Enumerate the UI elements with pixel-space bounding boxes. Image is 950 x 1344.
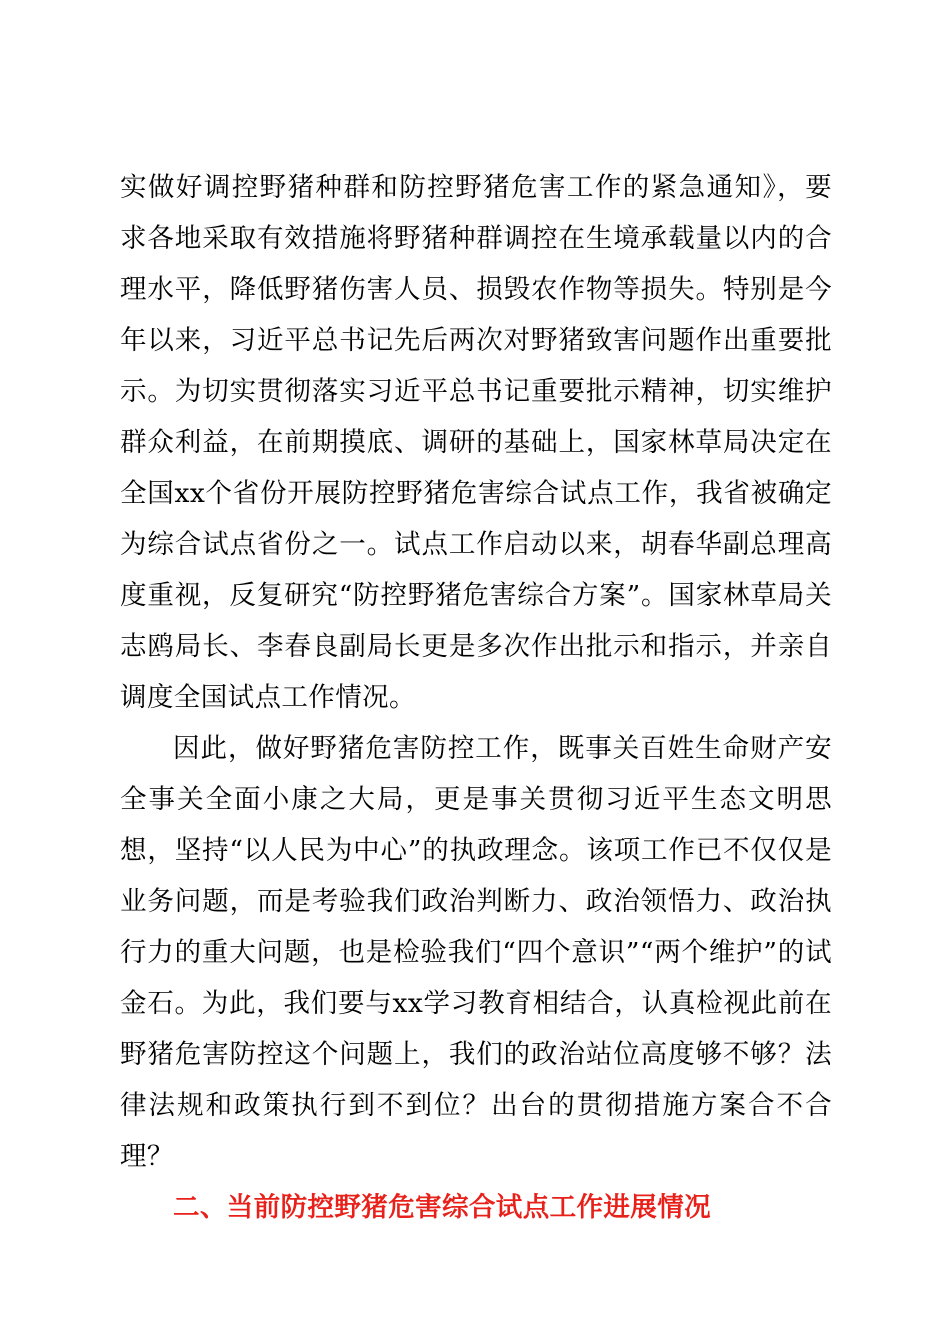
body-paragraph-2: 因此，做好野猪危害防控工作，既事关百姓生命财产安全事关全面小康之大局，更是事关贯彻习近平生态文明思想，坚持“以人民为中心”的执政理念。该项工作已不仅仅是业务问题，而是考验我们政治判断力、政治领悟力、政治执行力的重大问题，也是检验我们“四个意识”“两个维护”的试金石。为此，我们要与xx学习教育相结合，认真检视此前在野猪危害防控这个问题上，我们的政治站位高度够不够？法律法规和政策执行到不到位？出台的贯彻措施方案合不合理？: [120, 733, 832, 1172]
section-heading: 二、当前防控野猪危害综合试点工作进展情况: [173, 1192, 711, 1223]
document-body: [120, 162, 832, 1233]
body-paragraph-1: 实做好调控野猪种群和防控野猪危害工作的紧急通知》，要求各地采取有效措施将野猪种群调控在生境承载量以内的合理水平，降低野猪伤害人员、损毁农作物等损失。特别是今年以来，习近平总书记先后两次对野猪致害问题作出重要批示。为切实贯彻落实习近平总书记重要批示精神，切实维护群众利益，在前期摸底、调研的基础上，国家林草局决定在全国xx个省份开展防控野猪危害综合试点工作，我省被确定为综合试点省份之一。试点工作启动以来，胡春华副总理高度重视，反复研究“防控野猪危害综合方案”。国家林草局关志鸥局长、李春良副局长更是多次作出批示和指示，并亲自调度全国试点工作情况。: [120, 172, 832, 713]
